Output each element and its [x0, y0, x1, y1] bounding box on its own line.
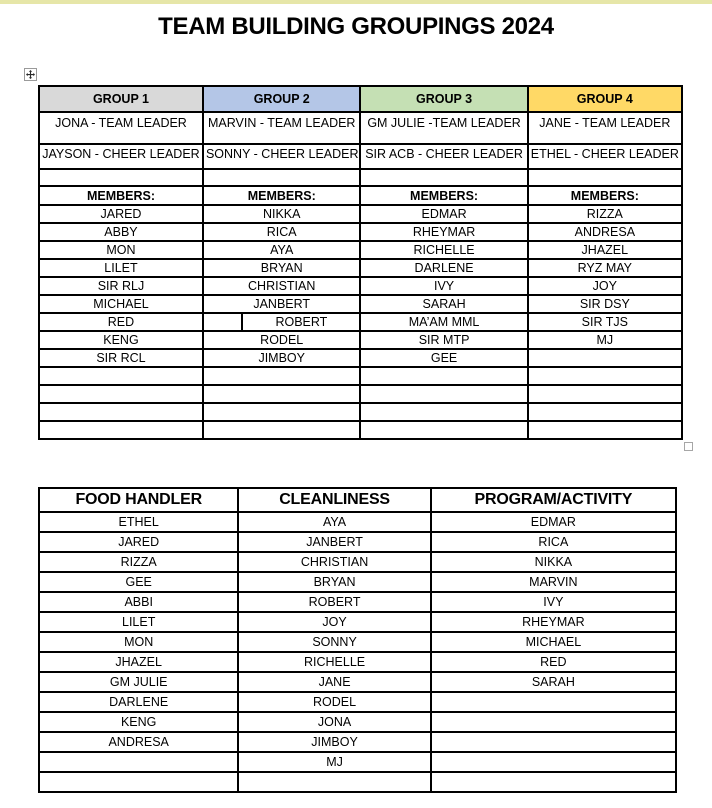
- group-header-cell: GROUP 3: [360, 86, 527, 112]
- table-cell: [39, 367, 203, 385]
- table-cell: SARAH: [431, 672, 676, 692]
- table-cell: [39, 421, 203, 439]
- group-header-cell: GROUP 4: [528, 86, 682, 112]
- duty-header-cell: FOOD HANDLER: [39, 488, 238, 512]
- table-cell: [203, 367, 361, 385]
- table-cell: JHAZEL: [528, 241, 682, 259]
- table-row: [39, 313, 682, 331]
- table-row: [39, 223, 682, 241]
- table-cell: NIKKA: [431, 552, 676, 572]
- table-cell: MA’AM MML: [360, 313, 527, 331]
- table-cell: AYA: [238, 512, 430, 532]
- table-cell: KENG: [39, 331, 203, 349]
- table-cell: RICHELLE: [238, 652, 430, 672]
- table-cell: JANE: [238, 672, 430, 692]
- table-cell: [528, 403, 682, 421]
- table-cell: SIR ACB - CHEER LEADER: [360, 144, 527, 169]
- table-row: [39, 572, 676, 592]
- table-cell: MON: [39, 241, 203, 259]
- table-row: [39, 277, 682, 295]
- table-row: [39, 331, 682, 349]
- duties-header-row: [39, 488, 676, 512]
- table-cell: MEMBERS:: [360, 186, 527, 205]
- table-cell: [360, 385, 527, 403]
- page-title: TEAM BUILDING GROUPINGS 2024: [158, 13, 554, 40]
- table-cell: [431, 772, 676, 792]
- table-resize-handle[interactable]: [684, 442, 693, 451]
- table-cell: JIMBOY: [238, 732, 430, 752]
- table-cell: SONNY: [238, 632, 430, 652]
- table-cell: SIR TJS: [528, 313, 682, 331]
- table-row: [39, 349, 682, 367]
- table-cell: JANBERT: [203, 295, 361, 313]
- duty-header-cell: CLEANLINESS: [238, 488, 430, 512]
- table-row: [39, 241, 682, 259]
- table-row: [39, 112, 682, 144]
- duties-table: [38, 487, 677, 793]
- table-cell: EDMAR: [431, 512, 676, 532]
- split-empty-subcell: [204, 314, 243, 330]
- table-cell: DARLENE: [360, 259, 527, 277]
- table-cell: [528, 367, 682, 385]
- group-header-cell: GROUP 1: [39, 86, 203, 112]
- table-cell: RED: [39, 313, 203, 331]
- table-cell: ETHEL: [39, 512, 238, 532]
- table-cell: JANE - TEAM LEADER: [528, 112, 682, 144]
- table-row: [39, 186, 682, 205]
- table-cell: [528, 349, 682, 367]
- table-cell: MEMBERS:: [39, 186, 203, 205]
- table-cell: JAYSON - CHEER LEADER: [39, 144, 203, 169]
- table-cell: RHEYMAR: [431, 612, 676, 632]
- table-cell: [39, 169, 203, 186]
- table-cell: RICHELLE: [360, 241, 527, 259]
- table-cell: [203, 403, 361, 421]
- groups-header-row: [39, 86, 682, 112]
- table-cell: SIR RLJ: [39, 277, 203, 295]
- table-row: [39, 403, 682, 421]
- table-cell: JARED: [39, 532, 238, 552]
- table-cell: JONA - TEAM LEADER: [39, 112, 203, 144]
- table-row: [39, 772, 676, 792]
- table-cell: SARAH: [360, 295, 527, 313]
- table-cell: [360, 403, 527, 421]
- table-row: [39, 512, 676, 532]
- table-cell: ANDRESA: [39, 732, 238, 752]
- table-cell: CHRISTIAN: [238, 552, 430, 572]
- table-row: [39, 552, 676, 572]
- table-row: [39, 295, 682, 313]
- table-cell: [360, 169, 527, 186]
- table-cell: LILET: [39, 612, 238, 632]
- table-cell: ROBERT: [238, 592, 430, 612]
- table-row: [39, 421, 682, 439]
- table-cell: SIR MTP: [360, 331, 527, 349]
- table-cell: SONNY - CHEER LEADER: [203, 144, 361, 169]
- table-cell: GM JULIE: [39, 672, 238, 692]
- table-cell: JARED: [39, 205, 203, 223]
- table-cell: SIR RCL: [39, 349, 203, 367]
- groups-table: [38, 85, 683, 440]
- table-row: [39, 652, 676, 672]
- table-cell: [39, 385, 203, 403]
- table-cell: [39, 772, 238, 792]
- table-row: [39, 732, 676, 752]
- table-cell: MJ: [238, 752, 430, 772]
- table-row: [39, 169, 682, 186]
- table-cell: [431, 692, 676, 712]
- table-cell: [203, 421, 361, 439]
- table-cell: RODEL: [238, 692, 430, 712]
- table-cell: RODEL: [203, 331, 361, 349]
- table-cell: ABBY: [39, 223, 203, 241]
- table-cell: RYZ MAY: [528, 259, 682, 277]
- table-move-handle[interactable]: [24, 68, 37, 81]
- table-row: [39, 712, 676, 732]
- table-cell: [360, 367, 527, 385]
- table-cell: [203, 313, 361, 331]
- top-accent-strip: [0, 0, 712, 4]
- table-cell: RIZZA: [39, 552, 238, 572]
- table-row: [39, 385, 682, 403]
- table-row: [39, 532, 676, 552]
- table-cell: [39, 752, 238, 772]
- table-row: [39, 632, 676, 652]
- table-cell: BRYAN: [238, 572, 430, 592]
- groups-table-body: [39, 112, 682, 439]
- table-cell: RICA: [203, 223, 361, 241]
- table-cell: ANDRESA: [528, 223, 682, 241]
- table-cell: LILET: [39, 259, 203, 277]
- table-row: [39, 672, 676, 692]
- table-cell: ETHEL - CHEER LEADER: [528, 144, 682, 169]
- table-row: [39, 612, 676, 632]
- table-cell: MICHAEL: [431, 632, 676, 652]
- table-cell: MON: [39, 632, 238, 652]
- table-cell: SIR DSY: [528, 295, 682, 313]
- table-cell: EDMAR: [360, 205, 527, 223]
- table-cell: GM JULIE -TEAM LEADER: [360, 112, 527, 144]
- table-cell: DARLENE: [39, 692, 238, 712]
- table-cell: [203, 385, 361, 403]
- table-cell: IVY: [431, 592, 676, 612]
- table-cell: [39, 403, 203, 421]
- duty-header-cell: PROGRAM/ACTIVITY: [431, 488, 676, 512]
- table-cell: [528, 385, 682, 403]
- table-cell: [528, 421, 682, 439]
- table-cell: JOY: [528, 277, 682, 295]
- table-row: [39, 752, 676, 772]
- table-cell: [203, 169, 361, 186]
- table-row: [39, 592, 676, 612]
- table-cell: IVY: [360, 277, 527, 295]
- table-cell: [431, 732, 676, 752]
- group-header-cell: GROUP 2: [203, 86, 361, 112]
- table-cell: JOY: [238, 612, 430, 632]
- table-cell: RHEYMAR: [360, 223, 527, 241]
- table-cell: JONA: [238, 712, 430, 732]
- table-cell: GEE: [39, 572, 238, 592]
- table-cell: [528, 169, 682, 186]
- table-cell: JIMBOY: [203, 349, 361, 367]
- table-row: [39, 205, 682, 223]
- table-cell: JHAZEL: [39, 652, 238, 672]
- table-row: [39, 692, 676, 712]
- table-cell: KENG: [39, 712, 238, 732]
- table-cell: MEMBERS:: [528, 186, 682, 205]
- table-row: [39, 259, 682, 277]
- table-cell: MICHAEL: [39, 295, 203, 313]
- table-cell: JANBERT: [238, 532, 430, 552]
- table-cell: MARVIN - TEAM LEADER: [203, 112, 361, 144]
- table-cell: BRYAN: [203, 259, 361, 277]
- table-cell-text: ROBERT: [275, 315, 328, 329]
- table-row: [39, 367, 682, 385]
- table-cell: [238, 772, 430, 792]
- duties-table-body: [39, 512, 676, 792]
- table-cell: [431, 752, 676, 772]
- table-cell: [360, 421, 527, 439]
- table-cell: CHRISTIAN: [203, 277, 361, 295]
- table-cell: [431, 712, 676, 732]
- table-cell: GEE: [360, 349, 527, 367]
- table-cell: MEMBERS:: [203, 186, 361, 205]
- table-cell: AYA: [203, 241, 361, 259]
- table-cell: MJ: [528, 331, 682, 349]
- four-way-move-arrow-icon: [26, 70, 35, 79]
- table-cell: RED: [431, 652, 676, 672]
- table-cell: RICA: [431, 532, 676, 552]
- table-cell: ABBI: [39, 592, 238, 612]
- table-cell: MARVIN: [431, 572, 676, 592]
- table-cell: NIKKA: [203, 205, 361, 223]
- table-cell: RIZZA: [528, 205, 682, 223]
- table-row: [39, 144, 682, 169]
